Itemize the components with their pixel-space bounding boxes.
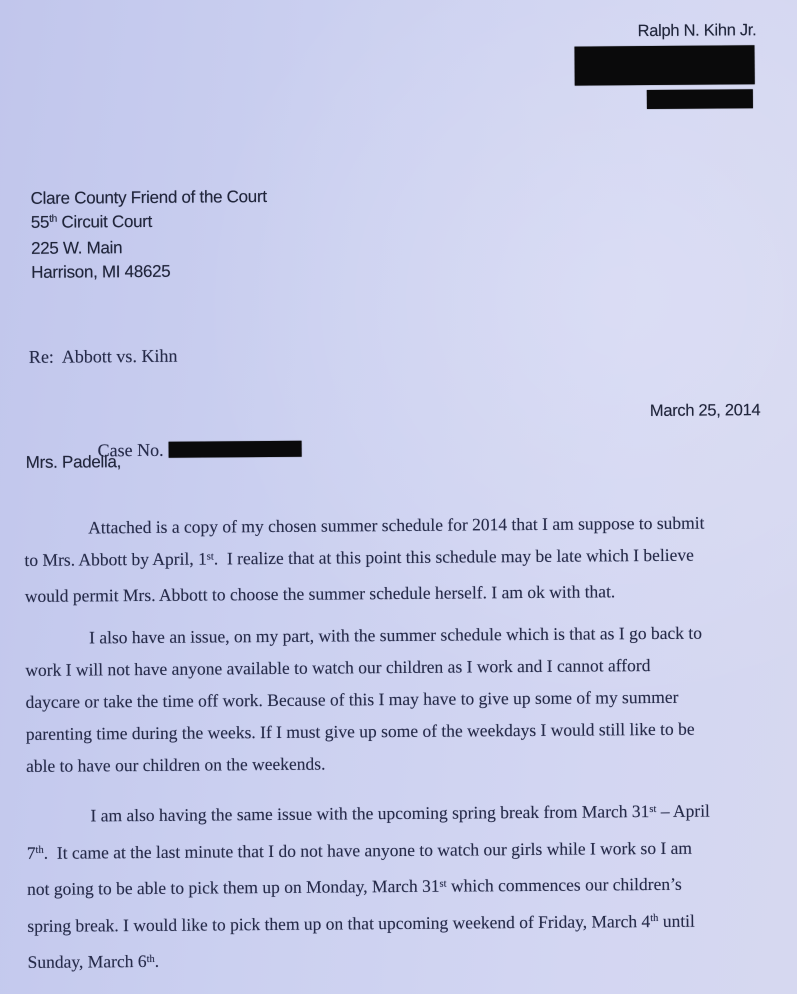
case-number-line [29, 414, 301, 487]
text-line: I also have an issue, on my part, with the summer schedule which is that as I go back to [89, 622, 702, 648]
body-paragraph-1 [24, 507, 705, 612]
text-line: Harrison, MI 48625 [31, 261, 171, 282]
re-subject-line: Re: Abbott vs. Kihn [28, 345, 178, 367]
recipient-address-block [31, 185, 268, 284]
redaction-bar-sender-address [574, 45, 754, 85]
salutation: Mrs. Padella, [25, 452, 122, 472]
text-line: would permit Mrs. Abbott to choose the summer schedule herself. I am ok with that. [24, 581, 616, 606]
text-line: 7th. It came at the last minute that I do not have anyone to watch our girls while I work so I am [26, 837, 693, 863]
text-line: Clare County Friend of the Court [30, 187, 267, 208]
case-number-label: Case No. [97, 439, 169, 461]
re-block [25, 297, 301, 534]
text-line: daycare or take the time off work. Because of this I may have to give up some of my summer [25, 686, 679, 712]
sender-name: Ralph N. Kihn Jr. [637, 21, 757, 41]
body-paragraph-2 [25, 617, 703, 782]
letter-date: March 25, 2014 [649, 401, 761, 421]
text-line: parenting time during the weeks. If I must give up some of the weekdays I would still like to be [25, 718, 695, 744]
text-line: not going to be able to pick them up on Monday, March 31st which commences our children’s [26, 873, 682, 899]
text-line: to Mrs. Abbott by April, 1st. I realize that at this point this schedule may be late which I believe [24, 544, 694, 570]
text-line: spring break. I would like to pick them up on that upcoming weekend of Friday, March 4th until [27, 910, 695, 936]
text-line: 225 W. Main [30, 238, 123, 258]
redaction-bar-case-number [168, 441, 301, 458]
text-line: work I will not have anyone available to watch our children as I work and I cannot afford [25, 655, 651, 680]
text-line: able to have our children on the weekends. [26, 753, 326, 776]
redaction-bar-sender-phone [647, 89, 753, 109]
body-paragraph-3 [26, 795, 711, 983]
text-line: Attached is a copy of my chosen summer schedule for 2014 that I am suppose to submit [88, 512, 705, 538]
text-line: 55th Circuit Court [30, 211, 153, 232]
text-line: I am also having the same issue with the upcoming spring break from March 31st – April [90, 800, 710, 826]
text-line: Sunday, March 6th. [27, 950, 160, 972]
